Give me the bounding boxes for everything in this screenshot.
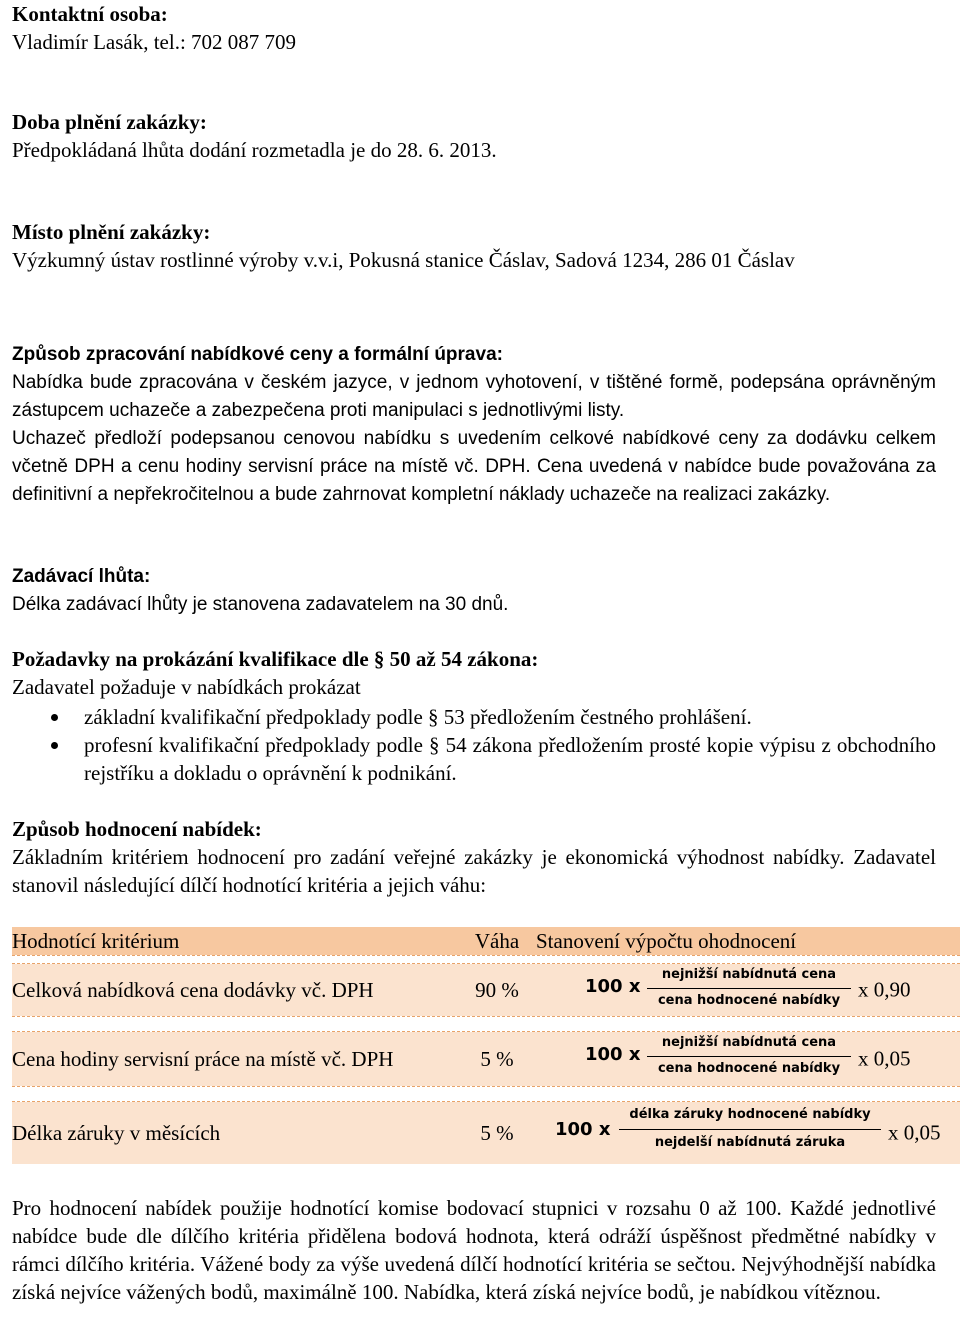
row-criterion: Délka záruky v měsících xyxy=(12,1120,221,1145)
list-item xyxy=(12,703,936,731)
period-section xyxy=(12,563,936,619)
formula-multiplier: x 0,05 xyxy=(888,1120,941,1145)
formula xyxy=(585,1032,855,1086)
period-text: Délka zadávací lhůty je stanovena zadavatelem na 30 dnů. xyxy=(12,594,509,615)
formula-numerator: délka záruky hodnocené nabídky xyxy=(629,1107,871,1122)
fraction-bar xyxy=(619,1129,881,1130)
qualification-intro: Zadavatel požaduje v nabídkách prokázat xyxy=(12,675,361,699)
evaluation-heading: Způsob hodnocení nabídek: xyxy=(12,817,262,841)
deadline-section xyxy=(12,108,936,164)
table-header-row xyxy=(12,927,960,955)
table-row xyxy=(12,964,960,1016)
fraction-bar xyxy=(647,1056,851,1057)
list-item-text: profesní kvalifikační předpoklady podle § 54 zákona předložením prosté kopie výpisu z obchodního rejstříku a dokladu o oprávnění k podnikání. xyxy=(84,733,936,785)
row-weight: 90 % xyxy=(475,977,519,1002)
bullet-icon xyxy=(51,742,58,749)
formula-multiplier: x 0,05 xyxy=(858,1046,911,1071)
row-criterion: Celková nabídková cena dodávky vč. DPH xyxy=(12,977,374,1002)
contact-heading: Kontaktní osoba: xyxy=(12,2,168,26)
row-weight: 5 % xyxy=(480,1046,514,1071)
list-item-text: základní kvalifikační předpoklady podle § 53 předložením čestného prohlášení. xyxy=(84,705,752,729)
formula-denominator: cena hodnocené nabídky xyxy=(657,1061,841,1076)
formula-numerator: nejnižší nabídnutá cena xyxy=(661,1035,837,1050)
formula-multiplier: x 0,90 xyxy=(858,977,911,1002)
place-section xyxy=(12,218,936,274)
method-heading: Způsob zpracování nabídkové ceny a formální úprava: xyxy=(12,344,503,365)
contact-text: Vladimír Lasák, tel.: 702 087 709 xyxy=(12,30,297,54)
table-row xyxy=(12,1102,960,1164)
deadline-text: Předpokládaná lhůta dodání rozmetadla je do 28. 6. 2013. xyxy=(12,138,497,162)
qualification-heading: Požadavky na prokázání kvalifikace dle § 50 až 54 zákona: xyxy=(12,647,539,671)
formula-factor: 100 x xyxy=(585,976,641,997)
method-paragraph-2: Uchazeč předloží podepsanou cenovou nabídku s uvedením celkové nabídkové ceny za dodávku celkem včetně DPH a cenu hodiny servisní práce na místě vč. DPH. Cena uvedená v nabídce bude považována za definitivní a nepřekročitelnou a bude zahrnovat kompletní náklady uchazeče na realizaci zakázky. xyxy=(12,428,936,505)
formula xyxy=(555,1102,885,1164)
formula-numerator: nejnižší nabídnutá cena xyxy=(661,967,837,982)
place-text: Výzkumný ústav rostlinné výroby v.v.i, Pokusná stanice Čáslav, Sadová 1234, 286 01 Čáslav xyxy=(12,248,795,272)
formula-factor: 100 x xyxy=(555,1119,611,1140)
row-weight: 5 % xyxy=(480,1120,514,1145)
formula-denominator: nejdelší nabídnutá záruka xyxy=(654,1135,846,1150)
method-paragraph-1: Nabídka bude zpracována v českém jazyce, v jednom vyhotovení, v tištěné formě, podepsána oprávněným zástupcem uchazeče a zabezpečena proti manipulaci s jednotlivými listy. xyxy=(12,372,936,421)
closing-paragraph: Pro hodnocení nabídek použije hodnotící komise bodovací stupnici v rozsahu 0 až 100. Každé jednotlivé nabídce bude dle dílčího kritéria přidělena bodová hodnota, která odráží úspěšnost předmětné nabídky v rámci dílčího kritéria. Vážené body za výše uvedená dílčí hodnotící kritéria se sečtou. Nejvýhodnější nabídka získá nejvíce vážených bodů, maximálně 100. Nabídka, která získá nejvíce bodů, je nabídkou vítěznou. xyxy=(12,1196,936,1304)
fraction-bar xyxy=(647,988,851,989)
row-criterion: Cena hodiny servisní práce na místě vč. DPH xyxy=(12,1046,394,1071)
table-row xyxy=(12,1032,960,1086)
qualification-list xyxy=(12,703,936,787)
qualification-section xyxy=(12,645,936,701)
list-item xyxy=(12,731,936,787)
divider xyxy=(12,1016,960,1017)
header-calculation: Stanovení výpočtu ohodnocení xyxy=(536,928,797,953)
method-section xyxy=(12,341,936,509)
period-heading: Zadávací lhůta: xyxy=(12,566,151,587)
bullet-icon xyxy=(51,714,58,721)
evaluation-section xyxy=(12,815,936,899)
formula-factor: 100 x xyxy=(585,1044,641,1065)
header-criterion: Hodnotící kritérium xyxy=(12,928,180,953)
formula xyxy=(585,964,855,1016)
divider xyxy=(12,955,960,956)
header-weight: Váha xyxy=(474,928,520,953)
divider xyxy=(12,1086,960,1087)
evaluation-text: Základním kritériem hodnocení pro zadání veřejné zakázky je ekonomická výhodnost nabídky. Zadavatel stanovil následující dílčí hodnotící kritéria a jejich váhu: xyxy=(12,845,936,897)
place-heading: Místo plnění zakázky: xyxy=(12,220,211,244)
contact-section xyxy=(12,0,936,56)
deadline-heading: Doba plnění zakázky: xyxy=(12,110,207,134)
formula-denominator: cena hodnocené nabídky xyxy=(657,993,841,1008)
